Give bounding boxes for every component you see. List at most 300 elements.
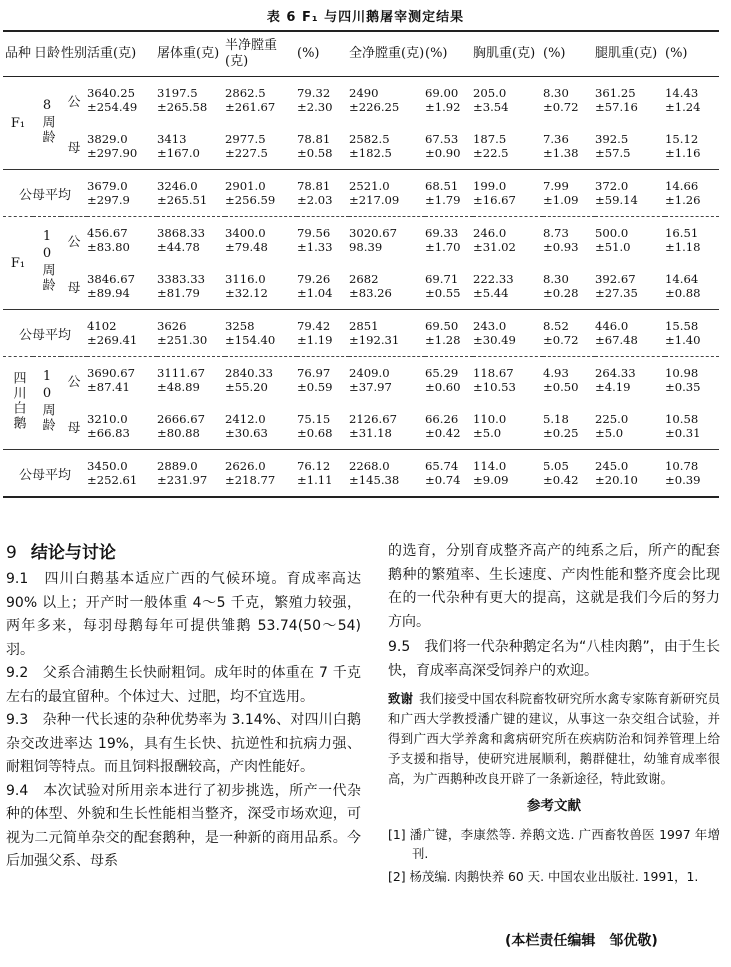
table-row (3, 263, 719, 310)
cell-mean: 2490 (349, 86, 379, 100)
table-cell (225, 450, 297, 498)
table-cell (665, 357, 719, 404)
cell-sd: ±30.49 (473, 333, 516, 347)
cell-sd: ±0.25 (543, 426, 579, 440)
breed-label: 四川白鹅 (10, 371, 26, 431)
cell-mean: 3116.0 (225, 272, 266, 286)
column-header: 屠体重(克) (157, 31, 225, 77)
cell-mean: 3246.0 (157, 179, 198, 193)
table-cell (473, 310, 543, 357)
cell-sd: ±0.28 (543, 286, 579, 300)
table-cell (349, 310, 425, 357)
table-cell (595, 403, 665, 450)
table-cell (297, 123, 349, 170)
cell-sd: ±226.25 (349, 100, 400, 114)
cell-mean: 392.67 (595, 272, 636, 286)
cell-mean: 4.93 (543, 366, 569, 380)
cell-sd: ±44.78 (157, 240, 200, 254)
cell-mean: 10.58 (665, 412, 699, 426)
cell-sd: ±1.79 (425, 193, 461, 207)
average-label: 公母平均 (3, 450, 87, 498)
table-cell (87, 170, 157, 217)
table-cell (349, 450, 425, 498)
table-cell (349, 263, 425, 310)
cell-sd: ±1.40 (665, 333, 701, 347)
cell-mean: 8.73 (543, 226, 569, 240)
cell-sd: ±5.44 (473, 286, 509, 300)
breed-label: F₁ (10, 255, 26, 271)
cell-sd: ±0.60 (425, 380, 461, 394)
table-cell (87, 403, 157, 450)
cell-sd: ±265.58 (157, 100, 208, 114)
cell-sd: ±30.63 (225, 426, 268, 440)
cell-mean: 3679.0 (87, 179, 128, 193)
table-cell (473, 403, 543, 450)
age-label: 10周龄 (39, 369, 55, 433)
cell-mean: 3626 (157, 319, 187, 333)
cell-sd: ±1.92 (425, 100, 461, 114)
column-header: 日龄 (33, 31, 61, 77)
table-cell (157, 77, 225, 124)
table-cell (473, 77, 543, 124)
cell-mean: 65.74 (425, 459, 459, 473)
cell-sd: ±48.89 (157, 380, 200, 394)
table-cell (349, 403, 425, 450)
cell-sd: ±57.16 (595, 100, 638, 114)
cell-sd: ±1.33 (297, 240, 333, 254)
table-cell (543, 263, 595, 310)
cell-mean: 114.0 (473, 459, 507, 473)
cell-sd: ±182.5 (349, 146, 392, 160)
cell-mean: 79.56 (297, 226, 331, 240)
paragraph-9-4-cont: 的选育，分别育成整齐高产的纯系之后，所产的配套鹅种的繁殖率、生长速度、产肉性能和整齐度会比现在的一代杂种有更大的提高，这就是我们今后的努力方向。 (388, 543, 720, 630)
table-caption: 表 6 F₁ 与四川鹅屠宰测定结果 (266, 10, 465, 25)
table-cell (87, 310, 157, 357)
cell-sd: ±27.35 (595, 286, 638, 300)
table-cell (87, 123, 157, 170)
cell-sd: ±55.20 (225, 380, 268, 394)
cell-mean: 78.81 (297, 132, 331, 146)
age-label: 8周龄 (39, 97, 55, 145)
cell-mean: 8.30 (543, 272, 569, 286)
cell-sd: ±297.90 (87, 146, 138, 160)
cell-sd: ±79.48 (225, 240, 268, 254)
cell-sd: ±0.39 (665, 473, 701, 487)
cell-sd: ±1.16 (665, 146, 701, 160)
cell-mean: 76.12 (297, 459, 331, 473)
table-cell (473, 357, 543, 404)
cell-sd: ±0.93 (543, 240, 579, 254)
cell-mean: 78.81 (297, 179, 331, 193)
table-cell (87, 263, 157, 310)
table-cell (225, 123, 297, 170)
cell-sd: ±59.14 (595, 193, 638, 207)
table-cell (543, 357, 595, 404)
cell-mean: 392.5 (595, 132, 629, 146)
table-cell (349, 217, 425, 264)
cell-mean: 4102 (87, 319, 117, 333)
cell-mean: 264.33 (595, 366, 636, 380)
cell-sd: ±2.30 (297, 100, 333, 114)
table-cell (425, 357, 473, 404)
cell-sd: ±154.40 (225, 333, 276, 347)
cell-mean: 3258 (225, 319, 255, 333)
table-cell (297, 450, 349, 498)
cell-mean: 15.58 (665, 319, 699, 333)
cell-sd: ±32.12 (225, 286, 268, 300)
cell-sd: ±0.31 (665, 426, 701, 440)
cell-sd: ±0.74 (425, 473, 461, 487)
cell-mean: 2268.0 (349, 459, 390, 473)
cell-sd: ±83.80 (87, 240, 130, 254)
sex-label: 公 (61, 357, 87, 404)
cell-sd: ±1.70 (425, 240, 461, 254)
paragraph-9-3: 9.3 杂种一代长速的杂种优势率为 3.14%、对四川白鹅杂交改进率达 19%，具有生长快、抗逆性和抗病力强、耐粗饲等特点。而且饲料报酬较高，产肉性能好。 (6, 712, 361, 775)
cell-mean: 2666.67 (157, 412, 205, 426)
table-cell (349, 77, 425, 124)
cell-mean: 69.71 (425, 272, 459, 286)
table-cell (225, 403, 297, 450)
cell-mean: 243.0 (473, 319, 507, 333)
column-header: (%) (297, 31, 349, 77)
table-cell (225, 263, 297, 310)
table-cell (87, 77, 157, 124)
cell-sd: ±87.41 (87, 380, 130, 394)
table-cell (595, 77, 665, 124)
table-cell (595, 217, 665, 264)
cell-mean: 225.0 (595, 412, 629, 426)
cell-mean: 246.0 (473, 226, 507, 240)
cell-mean: 7.99 (543, 179, 569, 193)
cell-sd: ±1.38 (543, 146, 579, 160)
cell-sd: ±297.9 (87, 193, 130, 207)
cell-sd: ±1.28 (425, 333, 461, 347)
cell-sd: ±254.49 (87, 100, 138, 114)
table-row (3, 77, 719, 124)
cell-sd: ±0.58 (297, 146, 333, 160)
cell-sd: ±261.67 (225, 100, 276, 114)
cell-mean: 2977.5 (225, 132, 266, 146)
cell-mean: 110.0 (473, 412, 507, 426)
table-row (3, 403, 719, 450)
cell-mean: 65.29 (425, 366, 459, 380)
cell-mean: 3640.25 (87, 86, 135, 100)
cell-sd: ±0.90 (425, 146, 461, 160)
table-cell (595, 450, 665, 498)
references-heading: 参考文献 (527, 798, 581, 814)
cell-sd: ±251.30 (157, 333, 208, 347)
table-cell (297, 310, 349, 357)
breed-label: F₁ (10, 115, 26, 131)
cell-sd: ±0.72 (543, 100, 579, 114)
cell-mean: 2626.0 (225, 459, 266, 473)
cell-mean: 372.0 (595, 179, 629, 193)
table-cell (297, 170, 349, 217)
cell-mean: 2582.5 (349, 132, 390, 146)
cell-sd: ±0.59 (297, 380, 333, 394)
cell-mean: 8.30 (543, 86, 569, 100)
cell-mean: 16.51 (665, 226, 699, 240)
table-cell (425, 217, 473, 264)
cell-sd: ±5.0 (473, 426, 502, 440)
cell-sd: ±265.51 (157, 193, 208, 207)
cell-mean: 75.15 (297, 412, 331, 426)
table-cell (425, 123, 473, 170)
table-row (3, 217, 719, 264)
cell-sd: ±66.83 (87, 426, 130, 440)
cell-sd: ±0.55 (425, 286, 461, 300)
cell-mean: 2409.0 (349, 366, 390, 380)
table-cell (225, 170, 297, 217)
cell-mean: 10.98 (665, 366, 699, 380)
cell-sd: ±31.02 (473, 240, 516, 254)
table-cell (595, 170, 665, 217)
cell-mean: 2862.5 (225, 86, 266, 100)
cell-sd: ±0.72 (543, 333, 579, 347)
cell-mean: 446.0 (595, 319, 629, 333)
cell-sd: ±0.35 (665, 380, 701, 394)
table-cell (297, 403, 349, 450)
cell-mean: 3197.5 (157, 86, 198, 100)
sex-label: 母 (67, 140, 81, 156)
slaughter-results-table (3, 30, 719, 498)
cell-mean: 2521.0 (349, 179, 390, 193)
cell-sd: ±9.09 (473, 473, 509, 487)
cell-sd: ±167.0 (157, 146, 200, 160)
table-cell (157, 357, 225, 404)
table-cell (543, 123, 595, 170)
table-cell (349, 123, 425, 170)
table-cell (543, 450, 595, 498)
table-cell (665, 450, 719, 498)
table-cell (157, 310, 225, 357)
table-cell (665, 217, 719, 264)
table-row-average (3, 450, 719, 498)
paragraph-9-4: 9.4 本次试验对所用亲本进行了初步挑选，所产一代杂种的体型、外貌和生长性能相当整齐，深受市场欢迎，可视为二元简单杂交的配套鹅种，是一种新的商用品系。今后加强父系、母系 (6, 782, 361, 869)
cell-mean: 2126.67 (349, 412, 397, 426)
table-cell (297, 77, 349, 124)
cell-sd: ±80.88 (157, 426, 200, 440)
cell-sd: ±16.67 (473, 193, 516, 207)
cell-mean: 67.53 (425, 132, 459, 146)
table-row-average (3, 170, 719, 217)
cell-sd: ±10.53 (473, 380, 516, 394)
table-cell (595, 263, 665, 310)
cell-mean: 76.97 (297, 366, 331, 380)
cell-mean: 3400.0 (225, 226, 266, 240)
cell-mean: 222.33 (473, 272, 514, 286)
table-cell (157, 403, 225, 450)
cell-mean: 245.0 (595, 459, 629, 473)
table-cell (473, 123, 543, 170)
cell-sd: ±1.24 (665, 100, 701, 114)
cell-mean: 3020.67 (349, 226, 397, 240)
cell-sd: ±269.41 (87, 333, 138, 347)
cell-mean: 187.5 (473, 132, 507, 146)
cell-sd: ±89.94 (87, 286, 130, 300)
cell-mean: 500.0 (595, 226, 629, 240)
column-header: 胸肌重(克) (473, 31, 543, 77)
cell-sd: ±31.18 (349, 426, 392, 440)
cell-sd: ±252.61 (87, 473, 138, 487)
cell-mean: 3868.33 (157, 226, 205, 240)
reference-2: [2] 杨茂编. 肉鹅快养 60 天. 中国农业出版社. 1991，1. (388, 868, 699, 884)
paragraph-9-5: 9.5 我们将一代杂种鹅定名为“八桂肉鹅”，由于生长快，育成率高深受饲养户的欢迎。 (388, 639, 720, 679)
section-heading: 9 结论与讨论 (6, 543, 116, 563)
column-header: 活重(克) (87, 31, 157, 77)
table-cell (425, 403, 473, 450)
cell-mean: 15.12 (665, 132, 699, 146)
cell-mean: 3413 (157, 132, 187, 146)
table-cell (87, 450, 157, 498)
cell-mean: 3210.0 (87, 412, 128, 426)
cell-mean: 205.0 (473, 86, 507, 100)
cell-mean: 7.36 (543, 132, 569, 146)
cell-sd: ±0.68 (297, 426, 333, 440)
cell-mean: 69.50 (425, 319, 459, 333)
column-header: 全净膛重(克) (349, 31, 425, 77)
age-label: 10周龄 (39, 229, 55, 293)
cell-sd: ±0.42 (543, 473, 579, 487)
table-cell (225, 77, 297, 124)
table-cell (425, 310, 473, 357)
cell-sd: ±218.77 (225, 473, 276, 487)
table-cell (297, 217, 349, 264)
cell-sd: ±256.59 (225, 193, 276, 207)
sex-label: 公 (67, 94, 81, 110)
cell-mean: 2682 (349, 272, 379, 286)
cell-sd: ±0.42 (425, 426, 461, 440)
cell-mean: 456.67 (87, 226, 128, 240)
cell-mean: 3846.67 (87, 272, 135, 286)
cell-mean: 3450.0 (87, 459, 128, 473)
column-editor-note: (本栏责任编辑 邹优敬) (505, 933, 658, 949)
table-cell (157, 123, 225, 170)
cell-mean: 3690.67 (87, 366, 135, 380)
cell-mean: 14.66 (665, 179, 699, 193)
cell-mean: 8.52 (543, 319, 569, 333)
paragraph-9-2: 9.2 父系合浦鹅生长快耐粗饲。成年时的体重在 7 千克左右的最宜留种。个体过大、过肥，均不宜选用。 (6, 665, 361, 705)
cell-sd: ±22.5 (473, 146, 509, 160)
table-row-average (3, 310, 719, 357)
sex-label: 公 (61, 217, 87, 264)
acknowledgement: 致谢 我们接受中国农科院畜牧研究所水禽专家陈育新研究员和广西大学教授潘广键的建议，从事这一杂交组合试验，并得到广西大学养禽和禽病研究所在疾病防治和饲养管理上给予支援和指导，使研究进展顺利，鹅群健壮，幼雏育成率很高，为广西鹅种改良开辟了一条新途径，特此致谢。 (388, 691, 721, 786)
cell-sd: ±0.88 (665, 286, 701, 300)
table-cell (225, 357, 297, 404)
table-cell (473, 217, 543, 264)
table-cell (425, 170, 473, 217)
cell-sd: ±67.48 (595, 333, 638, 347)
table-row (3, 357, 719, 404)
cell-sd: ±57.5 (595, 146, 631, 160)
cell-sd: ±192.31 (349, 333, 400, 347)
cell-sd: ±5.0 (595, 426, 624, 440)
cell-mean: 14.43 (665, 86, 699, 100)
table-cell (425, 450, 473, 498)
paragraph-9-1: 9.1 四川白鹅基本适应广西的气候环境。育成率高达 90% 以上；开产时一般体重 4～5 千克，繁殖力较强，两年多来，每羽母鹅每年可提供雏鹅 53.74(50～54)羽。 (6, 571, 361, 658)
table-cell (665, 310, 719, 357)
table-cell (87, 357, 157, 404)
cell-mean: 2889.0 (157, 459, 198, 473)
cell-mean: 2851 (349, 319, 379, 333)
sex-label: 母 (67, 280, 81, 296)
table-cell (473, 263, 543, 310)
cell-sd: ±145.38 (349, 473, 400, 487)
cell-sd: ±1.19 (297, 333, 333, 347)
cell-mean: 69.33 (425, 226, 459, 240)
table-cell (157, 217, 225, 264)
table-cell (297, 263, 349, 310)
cell-sd: ±1.09 (543, 193, 579, 207)
cell-sd: ±2.03 (297, 193, 333, 207)
cell-sd: ±3.54 (473, 100, 509, 114)
table-cell (665, 403, 719, 450)
cell-mean: 5.18 (543, 412, 569, 426)
sex-label: 母 (67, 420, 81, 436)
cell-mean: 3383.33 (157, 272, 205, 286)
cell-sd: ±227.5 (225, 146, 268, 160)
cell-mean: 79.42 (297, 319, 331, 333)
cell-mean: 79.32 (297, 86, 331, 100)
cell-mean: 14.64 (665, 272, 699, 286)
cell-mean: 2412.0 (225, 412, 266, 426)
table-cell (157, 170, 225, 217)
cell-mean: 79.26 (297, 272, 331, 286)
cell-sd: 98.39 (349, 240, 383, 254)
table-cell (473, 450, 543, 498)
table-cell (595, 357, 665, 404)
table-cell (543, 170, 595, 217)
cell-sd: ±1.18 (665, 240, 701, 254)
average-label: 公母平均 (3, 310, 87, 357)
column-header: 腿肌重(克) (595, 31, 665, 77)
table-cell (157, 263, 225, 310)
cell-sd: ±1.26 (665, 193, 701, 207)
table-cell (665, 123, 719, 170)
column-header: 性别 (61, 31, 87, 77)
cell-sd: ±81.79 (157, 286, 200, 300)
table-row (3, 123, 719, 170)
right-text-column (388, 540, 720, 890)
reference-1: [1] 潘广键，李康然等. 养鹅文选. 广西畜牧兽医 1997 年增刊. (388, 826, 720, 861)
table-cell (349, 170, 425, 217)
cell-sd: ±20.10 (595, 473, 638, 487)
table-cell (87, 217, 157, 264)
table-cell (543, 403, 595, 450)
table-cell (473, 170, 543, 217)
cell-sd: ±37.97 (349, 380, 392, 394)
cell-mean: 66.26 (425, 412, 459, 426)
table-cell (595, 310, 665, 357)
table-cell (225, 310, 297, 357)
table-cell (349, 357, 425, 404)
cell-sd: ±51.0 (595, 240, 631, 254)
cell-mean: 5.05 (543, 459, 569, 473)
cell-mean: 118.67 (473, 366, 514, 380)
table-cell (225, 217, 297, 264)
cell-mean: 2840.33 (225, 366, 273, 380)
table-cell (157, 450, 225, 498)
column-header: 品种 (3, 31, 33, 77)
table-cell (665, 170, 719, 217)
column-header: (%) (425, 31, 473, 77)
table-cell (425, 77, 473, 124)
cell-mean: 69.00 (425, 86, 459, 100)
cell-mean: 10.78 (665, 459, 699, 473)
table-cell (595, 123, 665, 170)
table-cell (543, 77, 595, 124)
column-header: (%) (665, 31, 719, 77)
